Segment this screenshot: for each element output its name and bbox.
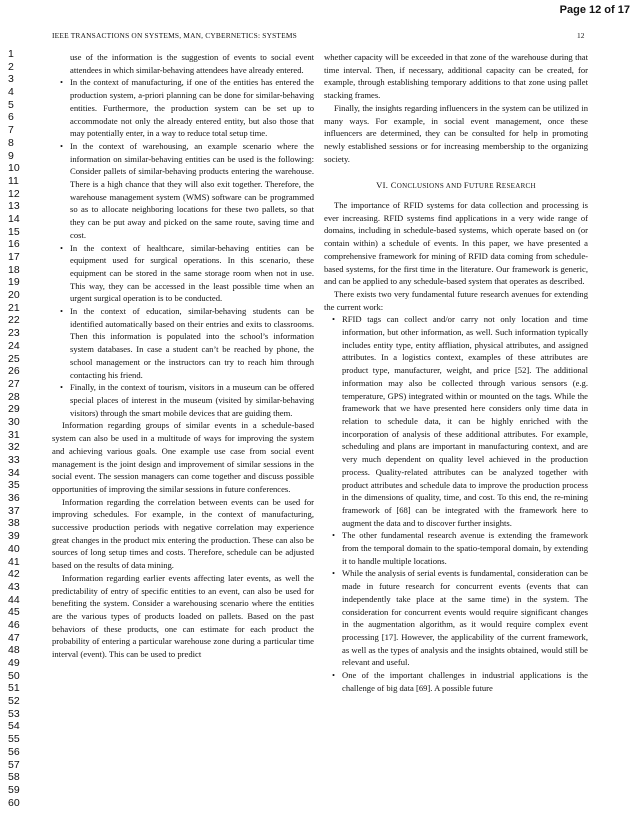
line-number: 20 bbox=[8, 289, 20, 302]
bullet-icon: • bbox=[60, 140, 64, 151]
line-number: 43 bbox=[8, 580, 20, 593]
line-number: 9 bbox=[8, 149, 14, 162]
bullet-icon: • bbox=[332, 314, 336, 325]
line-number: 11 bbox=[8, 174, 19, 187]
bullet-continuation: use of the information is the suggestion of events to social event attendees in which similar-behaving attendees have already entered. bbox=[70, 52, 314, 75]
section-title: CONCLUSIONS AND FUTURE RESEARCH bbox=[390, 180, 536, 191]
line-number: 10 bbox=[8, 162, 20, 175]
line-number: 19 bbox=[8, 276, 20, 289]
list-item bbox=[324, 669, 588, 694]
bullet-icon: • bbox=[60, 382, 64, 393]
line-number: 14 bbox=[8, 212, 20, 225]
line-number: 3 bbox=[8, 73, 14, 86]
bullet-text: In the context of warehousing, an example scenario where the information on similar-behaving entities can be used is the following: Consider pallets of similar-behaving products entering the warehouse. There is a high chance that they will also exit together. Therefore, the warehouse management system (WMS) software can be programmed so as to allocate neighboring locations for these two pallets, so that they can be put away and picked on the same route, saving time and cost. bbox=[70, 140, 314, 240]
line-number: 46 bbox=[8, 618, 20, 631]
line-number: 37 bbox=[8, 504, 20, 517]
line-number: 12 bbox=[8, 187, 20, 200]
line-number: 22 bbox=[8, 314, 20, 327]
paragraph: The importance of RFID systems for data collection and processing is ever increasing. RFID systems find applications in a very wide range of domains, including in schedule-based systems, which operate based on (or contain within) a schedule of events. In this paper, we have presented a comprehensive framework for mining of RFID data coming from schedule-based systems, for the first time in the literature. Our framework is generic, and can be applied to any schedule-based system that operates as described. bbox=[324, 200, 588, 287]
paragraph: Information regarding earlier events affecting later events, as well the predictability of entry of specific entities to an event, can also be used for benefiting the system. Consider a warehousing scenario where the entities are the various types of products loaded on pallets. Based on the past behaviors of these products, one can estimate for each product the probability of entering a particular warehouse zone during a particular time interval (event). This can be used to predict bbox=[52, 572, 314, 660]
line-number: 29 bbox=[8, 403, 20, 416]
bullet-icon: • bbox=[60, 77, 64, 88]
line-number: 15 bbox=[8, 225, 20, 238]
line-number: 1 bbox=[8, 48, 14, 60]
line-number: 32 bbox=[8, 441, 20, 454]
bullet-text: While the analysis of serial events is fundamental, consideration can be made in future research for concurrent events (events that can independently take place at the same time) in the system. The consideration for concurrent events would require significant changes in the augmentation algorithm, as it would require complex event processing [17]. However, the applicability of the current framework, as well as the types of analysis and the insights obtained, would still be relevant and useful. bbox=[342, 568, 588, 668]
list-item bbox=[324, 313, 588, 529]
line-number: 16 bbox=[8, 238, 20, 251]
list-item bbox=[52, 305, 314, 381]
line-number: 55 bbox=[8, 733, 20, 746]
line-number: 26 bbox=[8, 365, 20, 378]
paragraph: Information regarding the correlation between events can be used for improving schedules. For example, in the context of manufacturing, successive production periods with negative correlation may experience great changes in the product mix entering the production. These can also be sources of long setup times and costs. Therefore, schedule can be adjusted based on the results of data mining. bbox=[52, 496, 314, 571]
bullet-text: In the context of healthcare, similar-behaving entities can be equipment used for surgical operations. In this scenario, these equipment can be stored in the same storage room when not in use. This way, they can be accessed in the least possible time when an urgent surgical operation is to be conducted. bbox=[70, 242, 314, 304]
line-number: 4 bbox=[8, 86, 14, 99]
paragraph-continuation: whether capacity will be exceeded in that zone of the warehouse during that time interval. Then, if necessary, additional capacity can be created, for example, through establishing temporary additions to that zone using pallet stacking frames. bbox=[324, 52, 588, 101]
list-item bbox=[52, 140, 314, 242]
line-number: 17 bbox=[8, 251, 20, 263]
line-number: 36 bbox=[8, 492, 20, 505]
running-page-number: 12 bbox=[577, 31, 585, 40]
line-number: 53 bbox=[8, 707, 20, 720]
paragraph: Finally, the insights regarding influencers in the system can be utilized in many ways. For example, in social event management, once these influencers are determined, they can be consulted for help in promoting newly established sessions or for increasing membership to the organizing society. bbox=[324, 102, 588, 164]
bullet-icon: • bbox=[60, 242, 64, 253]
line-number: 35 bbox=[8, 479, 20, 492]
right-column bbox=[324, 51, 588, 694]
line-number: 58 bbox=[8, 771, 20, 784]
line-number: 60 bbox=[8, 796, 20, 809]
line-number: 38 bbox=[8, 517, 20, 530]
bullet-text: Finally, in the context of tourism, visitors in a museum can be offered special places of interest in the museum (visited by similar-behaving visitors) through the smart mobile devices that are guiding them. bbox=[70, 382, 314, 418]
bullet-icon: • bbox=[60, 306, 64, 317]
line-number: 7 bbox=[8, 124, 14, 137]
page-indicator: Page 12 of 17 bbox=[559, 4, 630, 16]
line-number: 45 bbox=[8, 606, 20, 619]
list-item bbox=[52, 381, 314, 419]
line-number: 56 bbox=[8, 745, 20, 758]
list-item bbox=[52, 76, 314, 140]
line-number: 54 bbox=[8, 720, 20, 733]
bullet-icon: • bbox=[332, 670, 336, 681]
bullet-text: In the context of manufacturing, if one of the entities has entered the production system, a-priori planning can be done for similar-behaving entities. Furthermore, the production system can be set up to accommodate not only the already entered entity, but also those that may potentially enter, in a way to reduce total setup time. bbox=[70, 77, 314, 139]
line-number: 23 bbox=[8, 327, 20, 340]
line-number: 2 bbox=[8, 60, 14, 73]
paragraph: There exists two very fundamental future research avenues for extending the current work: bbox=[324, 288, 588, 312]
line-number: 24 bbox=[8, 339, 20, 352]
line-number: 48 bbox=[8, 644, 20, 657]
line-number: 30 bbox=[8, 415, 20, 428]
line-numbers bbox=[8, 48, 22, 809]
line-number: 33 bbox=[8, 454, 20, 466]
line-number: 25 bbox=[8, 352, 20, 365]
line-number: 49 bbox=[8, 657, 20, 669]
bullet-list-applications bbox=[52, 76, 314, 419]
line-number: 51 bbox=[8, 682, 20, 695]
section-number: VI. bbox=[376, 180, 389, 191]
left-column bbox=[52, 51, 314, 661]
line-number: 31 bbox=[8, 428, 20, 441]
line-number: 42 bbox=[8, 568, 20, 581]
line-number: 5 bbox=[8, 98, 14, 111]
bullet-icon: • bbox=[332, 568, 336, 579]
line-number: 21 bbox=[8, 301, 20, 314]
line-number: 40 bbox=[8, 542, 20, 555]
line-number: 50 bbox=[8, 669, 20, 682]
line-number: 8 bbox=[8, 136, 14, 149]
bullet-icon: • bbox=[332, 530, 336, 541]
bullet-text: The other fundamental research avenue is extending the framework from the temporal domain to the spatio-temporal domain, by extending it to handle multiple locations. bbox=[342, 530, 588, 566]
bullet-list-future-research bbox=[324, 313, 588, 694]
line-number: 52 bbox=[8, 695, 20, 708]
running-header: IEEE TRANSACTIONS ON SYSTEMS, MAN, CYBERNETICS: SYSTEMS bbox=[52, 31, 297, 40]
list-item bbox=[324, 567, 588, 669]
line-number: 27 bbox=[8, 377, 20, 390]
line-number: 18 bbox=[8, 263, 20, 276]
bullet-text: One of the important challenges in industrial applications is the challenge of big data [69]. A possible future bbox=[342, 670, 588, 693]
line-number: 6 bbox=[8, 111, 14, 124]
line-number: 34 bbox=[8, 466, 20, 479]
line-number: 39 bbox=[8, 530, 20, 543]
list-item bbox=[52, 242, 314, 306]
line-number: 44 bbox=[8, 593, 20, 606]
line-number: 57 bbox=[8, 758, 20, 771]
bullet-text: In the context of education, similar-behaving students can be identified automatically based on their entries and exits to classrooms. Then this information is populated into the school’s information system databases. In case a student can’t be reached by phone, the school management or the instructors can try to reach him through contacting his friend. bbox=[70, 306, 314, 380]
line-number: 13 bbox=[8, 200, 20, 213]
line-number: 59 bbox=[8, 783, 20, 796]
line-number: 28 bbox=[8, 390, 20, 403]
bullet-text: RFID tags can collect and/or carry not only location and time information, but other information, as well. Such information typically includes entity type, entity affliation, physical attributes, and assigned attributes. In a logistics context, examples of these attributes are product type, manufacturer, weight, and price [52]. The additional information may also be collected through various sensors (e.g. temperature, GPS) integrated within or mounted on the tags. While the framework that we have presented here considers only time data in relation to schedule data, it can be highly enriched with the incorporation of analysis of these additional attributes. For example, scheduling and plans are important in manufacturing context, and are very much dependent on quality level achieved in the production process. Quality-related attributes can be analyzed together with product attributes and schedule data to improve the production process in the dimensions of quality, time, and cost. To this end, the re-mining framework of [68] can be integrated with the framework here to augment the data and to discover further insights. bbox=[342, 314, 588, 528]
paragraph: Information regarding groups of similar events in a schedule-based system can also be used in a multitude of ways for improving the system and achieving various goals. One example use case from social event management is the joint design and improvement of similar sessions in the social event. The session managers can come together and discuss possible opportunities of improving the similar sessions in future conferences. bbox=[52, 420, 314, 494]
line-number: 41 bbox=[8, 555, 20, 568]
line-number: 47 bbox=[8, 631, 20, 644]
list-item bbox=[324, 529, 588, 567]
section-heading bbox=[324, 179, 588, 193]
